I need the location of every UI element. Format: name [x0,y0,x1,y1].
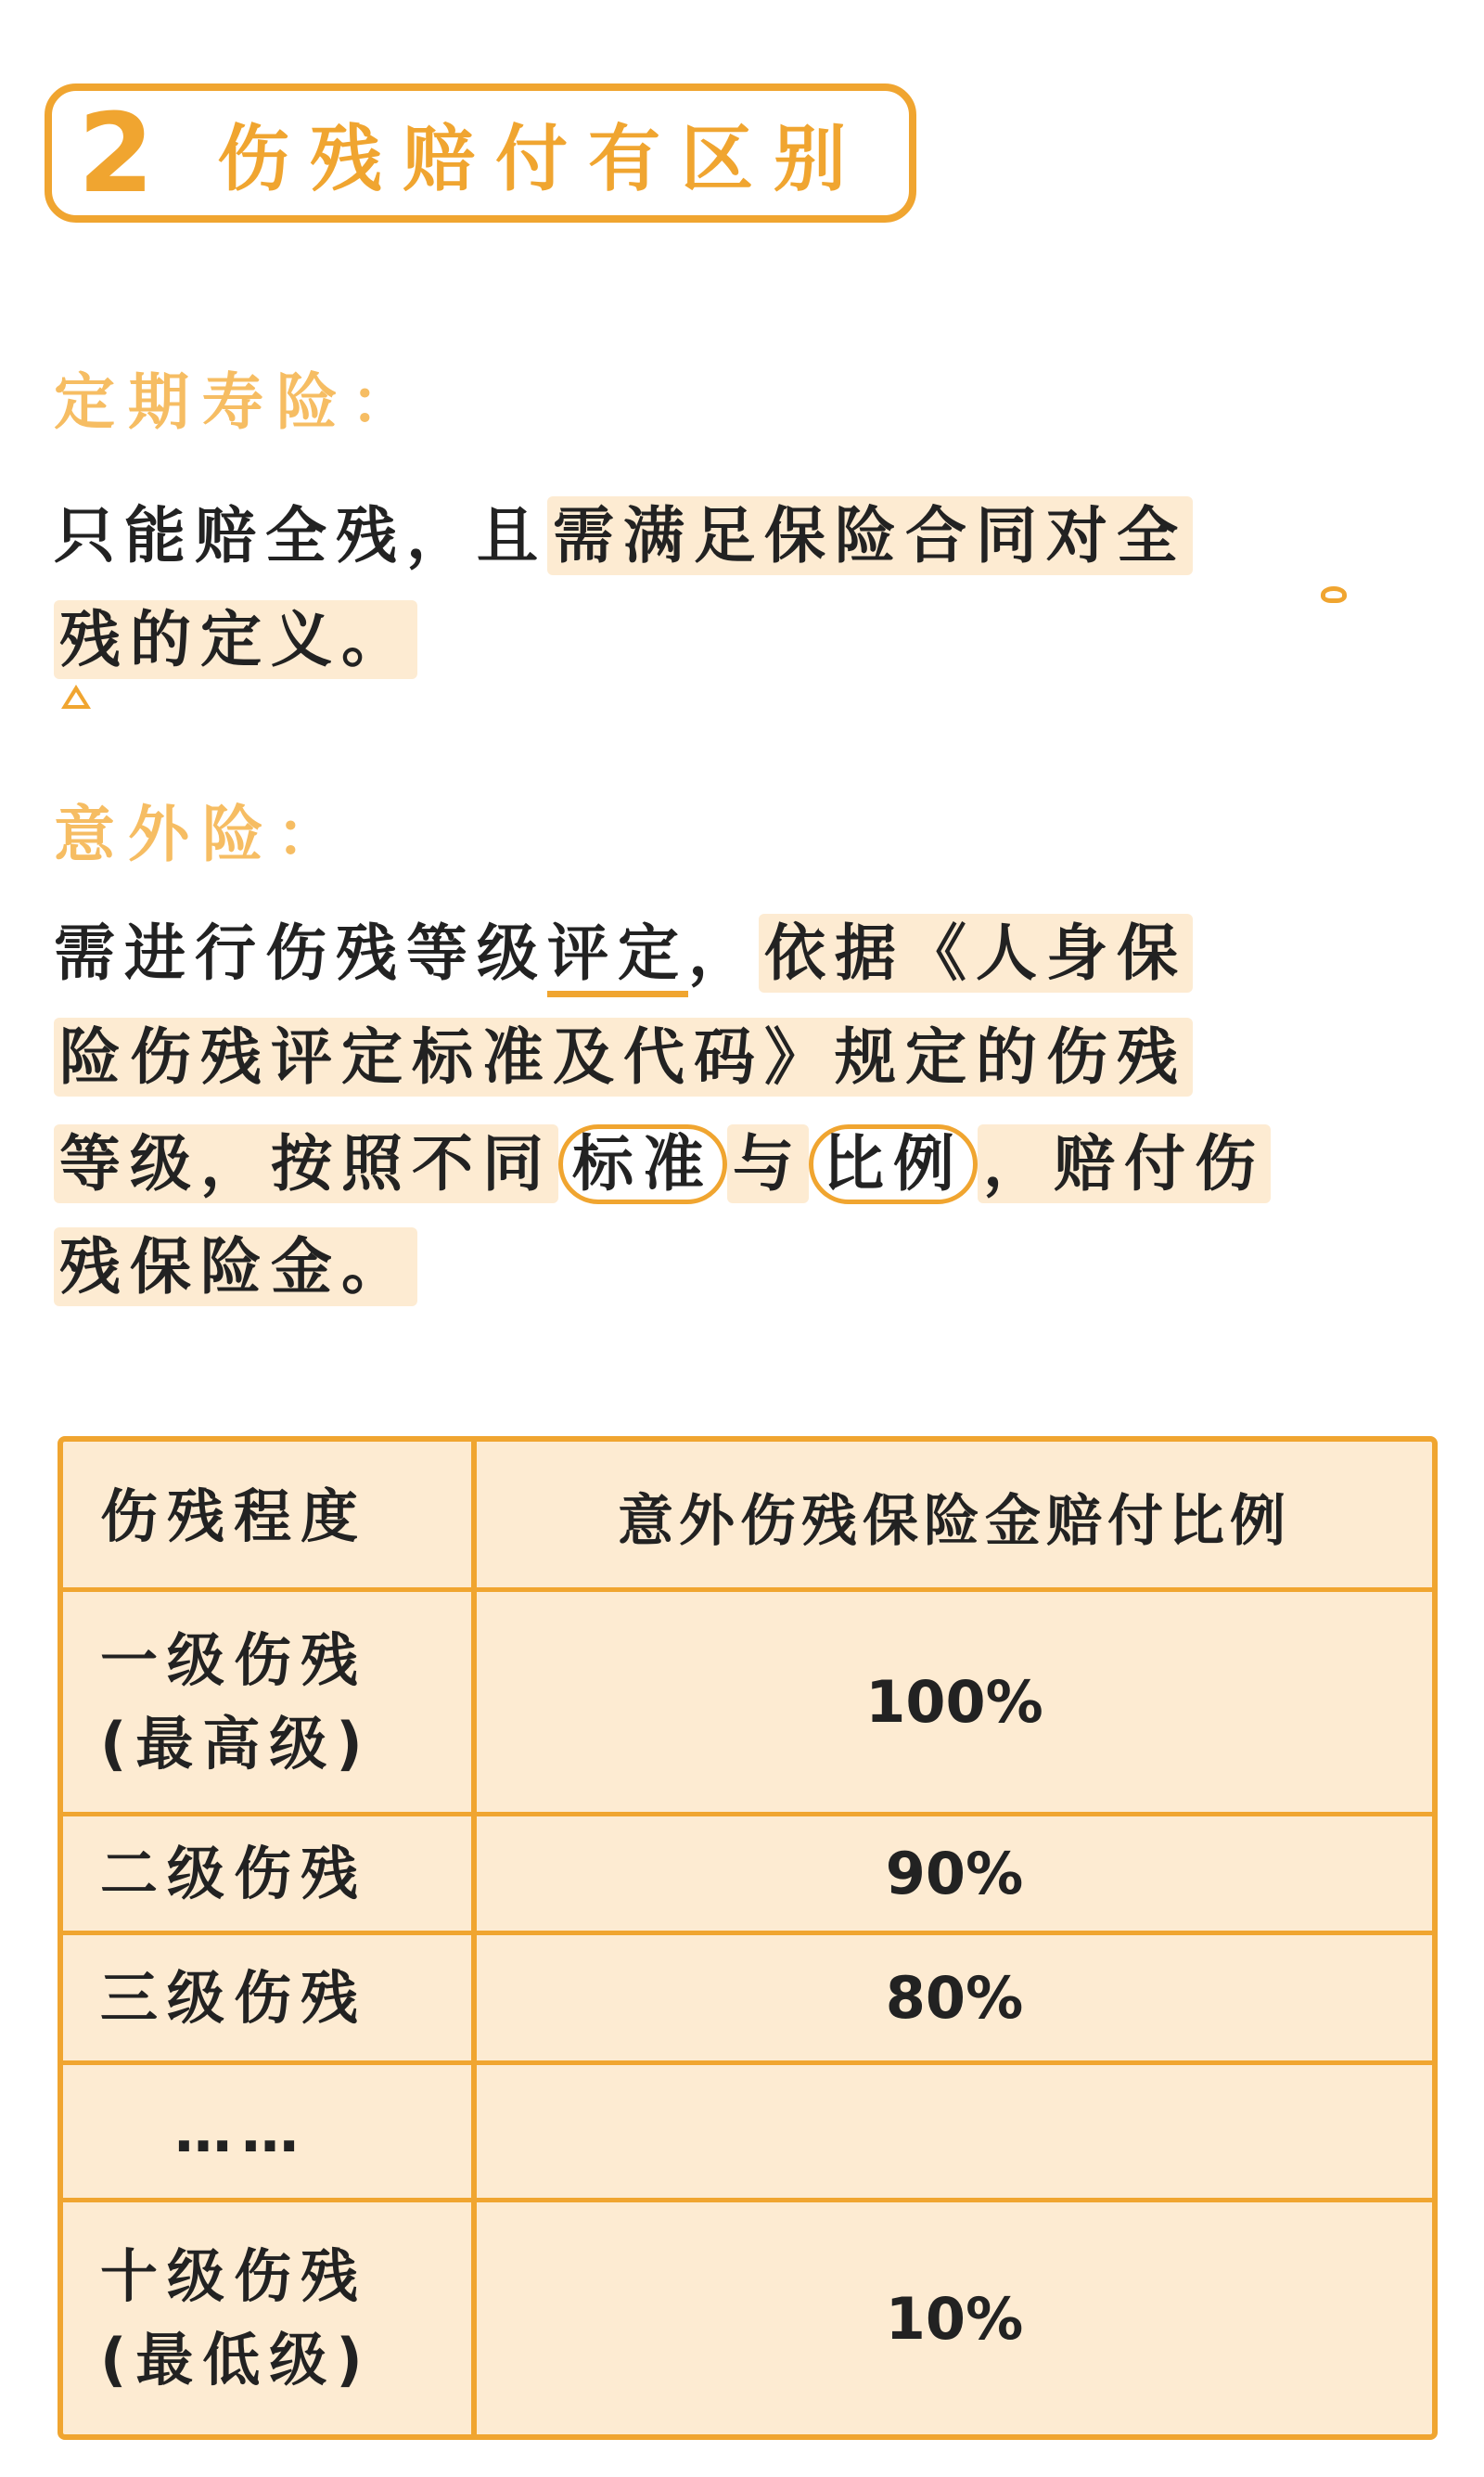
accident-line-4-highlight: 残保险金。 [54,1227,417,1306]
table-header-right [477,1442,1432,1592]
table-row [63,1816,1432,1935]
table-cell-ratio [477,2202,1432,2434]
accident-heading: 意外险： [54,799,351,870]
emphasis-triangle-mark [61,685,91,709]
term-life-line-2 [54,603,417,676]
section-number: 2 [78,89,155,217]
table-header-row [63,1442,1432,1592]
level-name: 二级伤残 [100,1839,368,1907]
table-row [63,2065,1432,2202]
table-header-left-text: 伤残程度 [100,1482,368,1551]
accident-line-1 [54,917,1193,990]
accident-line-1-highlight: 依据《人身保 [759,914,1193,993]
accident-line-3-highlight-a: 等级，按照不同 [54,1124,558,1203]
table-cell-ratio [477,1592,1432,1812]
table-cell-level [100,1816,453,1931]
level-name: 一级伤残 [100,1625,368,1694]
accident-line-1-plain-b: ， [688,918,759,989]
section-title: 伤残赔付有区别 [217,118,867,201]
accident-circled-ratio: 比例 [809,1124,978,1204]
accident-line-1-underline: 评定 [547,918,688,997]
ratio-value: 80% [885,1964,1024,2032]
table-header-right-text: 意外伤残保险金赔付比例 [618,1489,1291,1554]
level-note: (最高级) [100,1709,372,1778]
section-title-box [45,83,916,223]
level-name: 三级伤残 [100,1963,368,2032]
disability-ratio-table [58,1436,1438,2440]
level-note: (最低级) [100,2326,372,2394]
emphasis-dot-mark [1321,586,1347,603]
level-name: …… [174,2097,308,2165]
table-cell-level [100,1592,453,1812]
ratio-value: 100% [865,1668,1043,1736]
table-cell-ratio [477,2065,1432,2198]
table-cell-level [100,2202,453,2434]
table-cell-level [100,1935,453,2060]
table-cell-ratio [477,1816,1432,1931]
term-life-line-1-highlight: 需满足保险合同对全 [547,496,1193,575]
term-life-line-1-plain: 只能赔全残，且 [54,500,547,571]
accident-line-1-plain-a: 需进行伤残等级 [54,918,547,989]
accident-line-3-highlight-c: ，赔付伤 [978,1124,1271,1203]
term-life-line-2-highlight: 残的定义。 [54,600,417,679]
table-header-left [100,1442,453,1592]
table-row [63,1592,1432,1816]
term-life-line-1 [54,499,1193,572]
table-row [63,1935,1432,2065]
table-cell-level [100,2065,453,2198]
term-life-heading: 定期寿险： [54,366,425,438]
level-name: 十级伤残 [100,2242,368,2311]
ratio-value: 10% [885,2284,1024,2353]
accident-line-2 [54,1020,1193,1094]
accident-line-3 [54,1124,1271,1204]
accident-line-2-highlight: 险伤残评定标准及代码》规定的伤残 [54,1018,1193,1097]
accident-circled-standard: 标准 [558,1124,727,1204]
accident-line-3-highlight-b: 与 [727,1124,809,1203]
ratio-value: 90% [885,1840,1024,1907]
table-row [63,2202,1432,2434]
table-cell-ratio [477,1935,1432,2060]
accident-line-4 [54,1230,417,1303]
